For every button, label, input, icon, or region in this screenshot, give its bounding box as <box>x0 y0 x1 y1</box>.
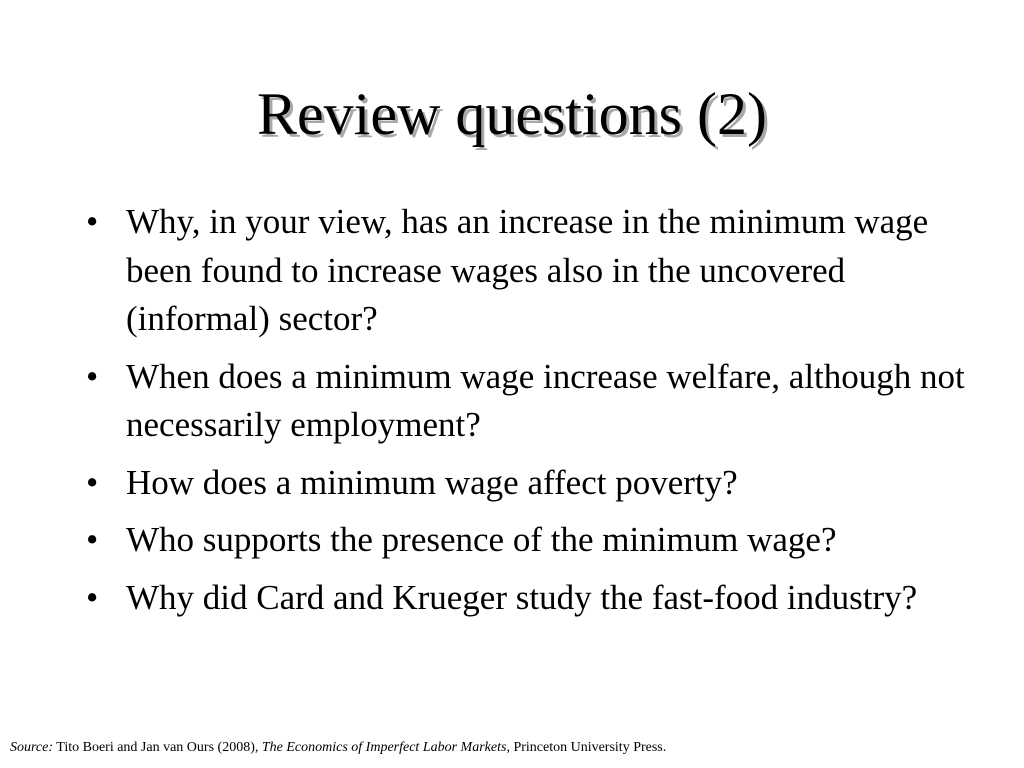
bullet-icon: • <box>86 520 99 559</box>
source-label: Source: <box>10 740 54 755</box>
bullet-icon: • <box>86 356 99 396</box>
question-text: Why did Card and Krueger study the fast-food industry? <box>126 577 918 617</box>
question-text: Why, in your view, has an increase in the minimum wage been found to increase wages also in the uncovered (informal) sector? <box>126 202 929 338</box>
question-item <box>86 459 966 508</box>
source-publisher: , Princeton University Press. <box>506 740 667 755</box>
bullet-icon: • <box>86 202 99 241</box>
question-item <box>86 353 966 450</box>
bullet-icon: • <box>86 462 99 502</box>
source-book-title: The Economics of Imperfect Labor Markets <box>261 740 507 755</box>
question-item <box>86 574 966 623</box>
question-item <box>86 516 966 565</box>
question-item <box>86 198 966 344</box>
slide-title: Review questions (2) <box>257 81 767 147</box>
question-text: When does a minimum wage increase welfare, although not necessarily employment? <box>126 356 965 444</box>
question-list <box>86 198 966 631</box>
bullet-icon: • <box>86 577 99 617</box>
source-authors: Tito Boeri and Jan van Ours (2008), <box>53 740 262 755</box>
question-text: Who supports the presence of the minimum wage? <box>126 520 837 559</box>
source-citation <box>10 739 666 757</box>
question-text: How does a minimum wage affect poverty? <box>126 462 738 502</box>
